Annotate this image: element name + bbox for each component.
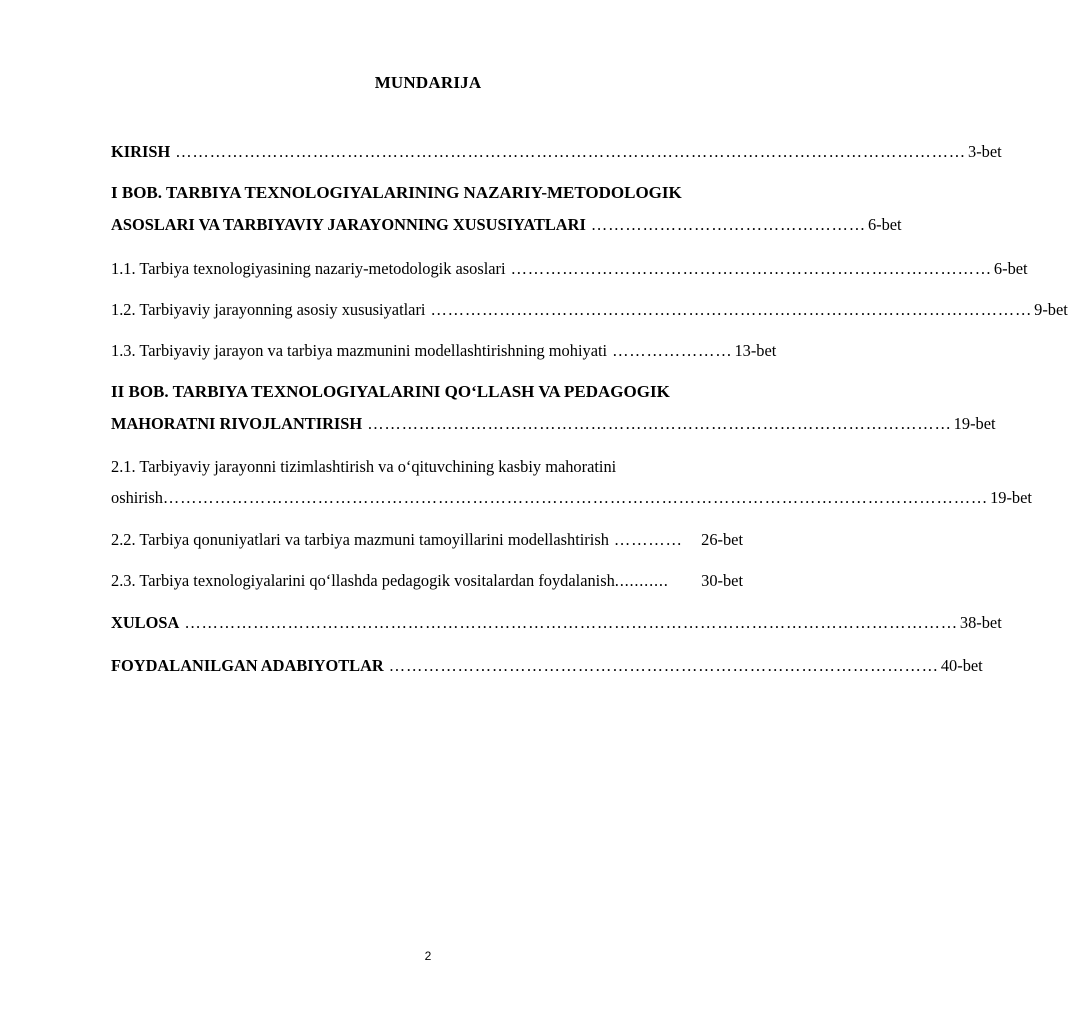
toc-entry-adabiyotlar bbox=[111, 655, 983, 677]
toc-entry-label: FOYDALANILGAN ADABIYOTLAR bbox=[111, 656, 384, 675]
dot-leader: ……………………………………………………………………………………………………………………… bbox=[184, 613, 958, 632]
toc-entry-label: KIRISH bbox=[111, 142, 171, 161]
dot-leader: ………………………………………… bbox=[590, 215, 866, 234]
toc-entry-page: 26-bet bbox=[701, 530, 743, 549]
toc-entry-label: XULOSA bbox=[111, 613, 180, 632]
toc-entry-1-3 bbox=[111, 340, 777, 362]
toc-entry-page: 6-bet bbox=[993, 259, 1028, 278]
toc-2-1-line2: oshirish bbox=[111, 488, 163, 507]
toc-entry-chapter2 bbox=[111, 413, 996, 435]
toc-entry-2-1 bbox=[111, 487, 1032, 509]
dot-leader: ……………………………………………………………………………………………………………………………… bbox=[162, 488, 989, 507]
toc-entry-1-1 bbox=[111, 258, 1028, 280]
toc-entry-xulosa bbox=[111, 612, 1002, 634]
toc-entry-page: 6-bet bbox=[867, 215, 902, 234]
dot-leader: ………… bbox=[613, 530, 683, 549]
dot-leader: …………………………………………………………………………………………… bbox=[430, 300, 1033, 319]
toc-entry-page: 38-bet bbox=[959, 613, 1002, 632]
toc-entry-page: 3-bet bbox=[968, 142, 1002, 161]
dot-leader: ………………… bbox=[612, 341, 733, 360]
dot-leader: ........... bbox=[614, 571, 669, 590]
toc-entry-page: 9-bet bbox=[1034, 300, 1068, 319]
toc-chapter1-line2: ASOSLARI VA TARBIYAVIY JARAYONNING XUSUSIYATLARI bbox=[111, 215, 586, 234]
toc-entry-1-2 bbox=[111, 299, 1068, 321]
toc-entry-label: 1.2. Tarbiyaviy jarayonning asosiy xususiyatlari bbox=[111, 300, 426, 319]
toc-entry-page: 19-bet bbox=[953, 414, 996, 433]
toc-entry-page: 19-bet bbox=[990, 488, 1032, 507]
toc-entry-label: 2.2. Tarbiya qonuniyatlari va tarbiya mazmuni tamoyillarini modellashtirish bbox=[111, 530, 609, 549]
toc-2-1-line1: 2.1. Tarbiyaviy jarayonni tizimlashtirish va o‘qituvchining kasbiy mahoratini bbox=[111, 457, 617, 476]
dot-leader: ………………………………………………………………………………………………………………………… bbox=[175, 142, 966, 161]
toc-entry-label: 1.3. Tarbiyaviy jarayon va tarbiya mazmunini modellashtirishning mohiyati bbox=[111, 341, 608, 360]
toc-chapter2-line2: MAHORATNI RIVOJLANTIRISH bbox=[111, 414, 363, 433]
page-title: MUNDARIJA bbox=[374, 73, 482, 92]
toc-entry-kirish bbox=[111, 141, 1002, 163]
toc-entry-page: 30-bet bbox=[701, 571, 743, 590]
toc-entry-page: 40-bet bbox=[940, 656, 983, 675]
page-number: 2 bbox=[424, 949, 432, 963]
toc-chapter1-line1: I BOB. TARBIYA TEXNOLOGIYALARINING NAZARIY-METODOLOGIK bbox=[111, 183, 682, 202]
toc-entry-label: 1.1. Tarbiya texnologiyasining nazariy-metodologik asoslari bbox=[111, 259, 506, 278]
toc-chapter2-line1: II BOB. TARBIYA TEXNOLOGIYALARINI QO‘LLASH VA PEDAGOGIK bbox=[111, 382, 670, 401]
toc-entry-2-3 bbox=[111, 570, 743, 592]
dot-leader: ………………………………………………………………………………………… bbox=[367, 414, 952, 433]
toc-entry-2-2 bbox=[111, 529, 743, 551]
dot-leader: ………………………………………………………………………… bbox=[510, 259, 992, 278]
dot-leader: …………………………………………………………………………………… bbox=[388, 656, 939, 675]
toc-entry-label: 2.3. Tarbiya texnologiyalarini qo‘llashda pedagogik vositalardan foydalanish bbox=[111, 571, 615, 590]
toc-entry-page: 13-bet bbox=[734, 341, 777, 360]
toc-entry-chapter1 bbox=[111, 214, 902, 236]
